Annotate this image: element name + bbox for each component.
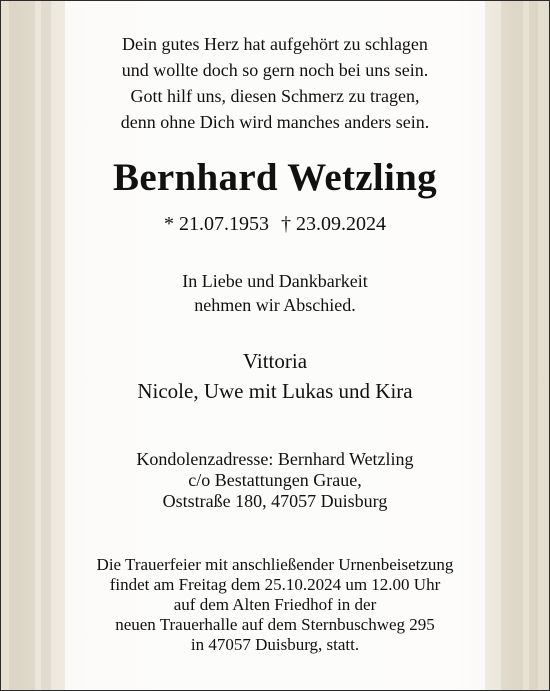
mourners [1,346,549,406]
mourner-line: Nicole, Uwe mit Lukas und Kira [137,379,413,403]
poem-line: Gott hilf uns, diesen Schmerz zu tragen, [130,86,420,106]
poem-line: denn ohne Dich wird manches anders sein. [120,112,430,132]
ceremony-line: auf dem Alten Friedhof in der [173,595,377,614]
death-date: † 23.09.2024 [281,213,386,235]
poem-line: Dein gutes Herz hat aufgehört zu schlagen [122,34,428,54]
mourner-line: Vittoria [242,349,308,373]
life-dates [1,211,549,237]
ceremony-line: Die Trauerfeier mit anschließender Urnenbeisetzung [96,555,454,574]
farewell-text [1,269,549,317]
farewell-line: nehmen wir Abschied. [194,295,356,315]
ceremony-line: in 47057 Duisburg, statt. [190,635,360,654]
ceremony-details [1,555,549,655]
ceremony-line: findet am Freitag dem 25.10.2024 um 12.00 Uhr [109,575,441,594]
address-line: c/o Bestattungen Graue, [188,470,362,490]
ceremony-line: neuen Trauerhalle auf dem Sternbuschweg 295 [115,615,435,634]
farewell-line: In Liebe und Dankbarkeit [182,271,368,291]
address-line: Oststraße 180, 47057 Duisburg [162,491,388,511]
poem-line: und wollte doch so gern noch bei uns sein. [121,60,429,80]
condolence-address [1,449,549,512]
address-line: Kondolenzadresse: Bernhard Wetzling [136,449,414,469]
poem [1,31,549,135]
deceased-name: Bernhard Wetzling [113,156,437,199]
birth-date: * 21.07.1953 [164,213,269,235]
